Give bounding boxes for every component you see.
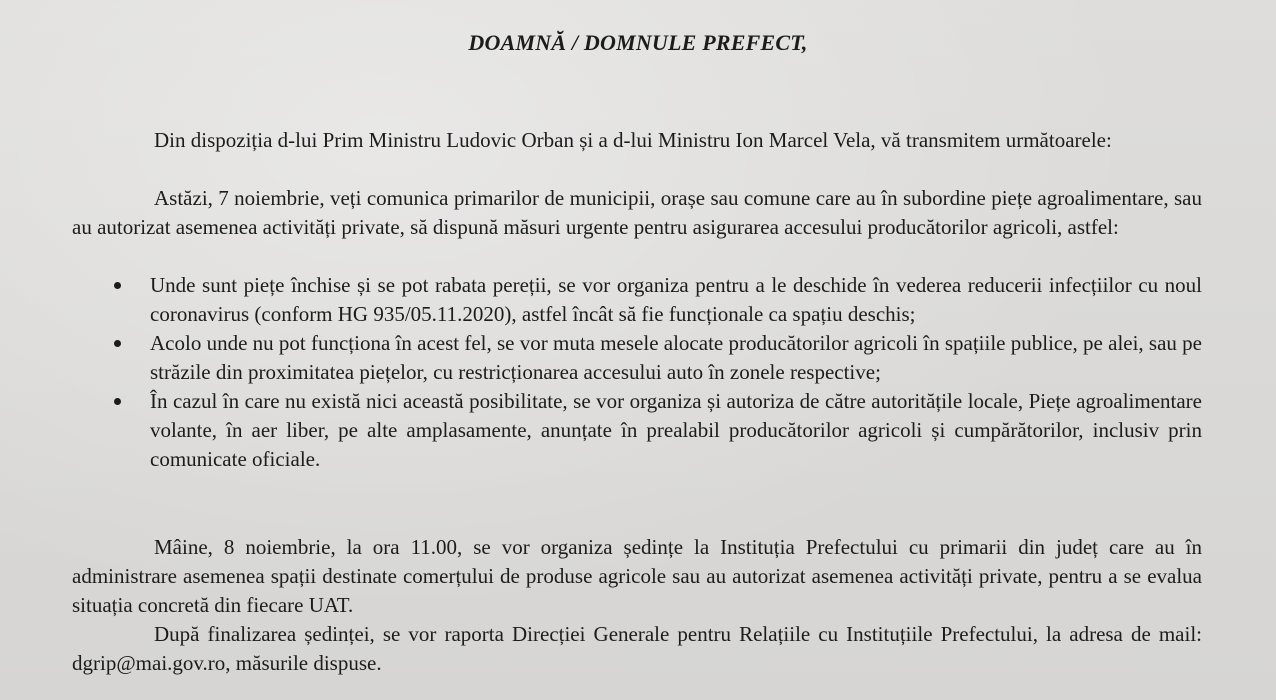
list-item: [150, 271, 1202, 329]
document-title: DOAMNĂ / DOMNULE PREFECT,: [468, 30, 808, 55]
measures-list: [150, 271, 1202, 474]
paragraph-meeting: Mâine, 8 noiembrie, la ora 11.00, se vor organiza ședințe la Instituția Prefectului cu primarii din județ care au în administrare asemenea spații destinate comerțului de produse agricole sau au autorizat asemenea activități private, pentru a se evalua situația concretă din fiecare UAT.: [72, 535, 1202, 617]
bullet-icon: [114, 340, 121, 347]
paragraph-instructions: Astăzi, 7 noiembrie, veți comunica primarilor de municipii, orașe sau comune care au în subordine piețe agroalimentare, sau au autorizat asemenea activități private, să dispună măsuri urgente pentru asigurarea accesului producătorilor agricoli, astfel:: [72, 186, 1202, 239]
list-item: [150, 329, 1202, 387]
bullet-icon: [114, 398, 121, 405]
list-item-text: În cazul în care nu există nici această posibilitate, se vor organiza și autoriza de către autoritățile locale, Piețe agroalimentare volante, în aer liber, pe alte amplasamente, anunțate în prealabil producătorilor agricoli și cumpărătorilor, inclusiv prin comunicate oficiale.: [150, 389, 1202, 471]
bullet-icon: [114, 282, 121, 289]
list-item-text: Acolo unde nu pot funcționa în acest fel, se vor muta mesele alocate producătorilor agricoli în spațiile publice, pe alei, sau pe străzile din proximitatea piețelor, cu restricționarea accesului auto în zonele respective;: [150, 331, 1202, 384]
paragraph-intro: Din dispoziția d-lui Prim Ministru Ludovic Orban și a d-lui Ministru Ion Marcel Vela, vă transmitem următoarele:: [154, 128, 1112, 152]
list-item: [150, 387, 1202, 474]
list-item-text: Unde sunt piețe închise și se pot rabata pereții, se vor organiza pentru a le deschide în vederea reducerii infecțiilor cu noul coronavirus (conform HG 935/05.11.2020), astfel încât să fie funcționale ca spațiu deschis;: [150, 273, 1202, 326]
paragraph-reporting: După finalizarea ședinței, se vor raporta Direcției Generale pentru Relațiile cu Instituțiile Prefectului, la adresa de mail: dgrip@mai.gov.ro, măsurile dispuse.: [72, 622, 1202, 675]
